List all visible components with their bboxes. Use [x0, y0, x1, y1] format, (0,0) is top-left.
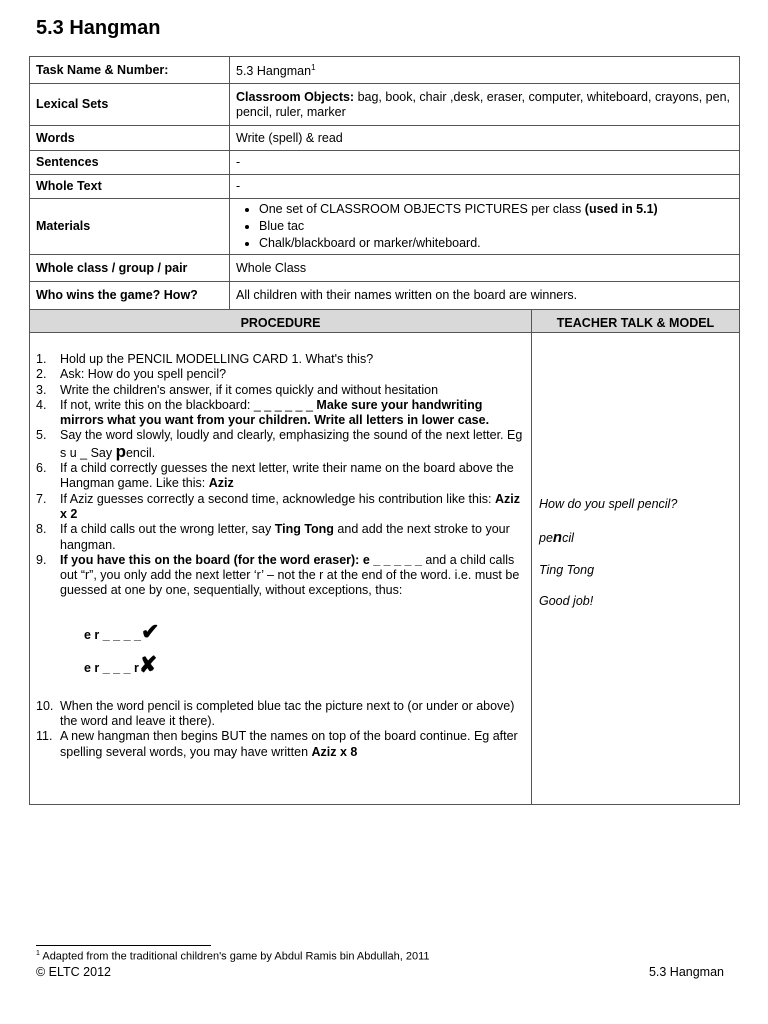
lexical-category: Classroom Objects:: [236, 89, 355, 104]
correct-example: e r _ _ _ _✔: [84, 618, 160, 644]
procedure-steps: [36, 352, 526, 760]
row-materials: [30, 199, 740, 255]
materials-item: • Chalk/blackboard or marker/whiteboard.: [259, 235, 733, 252]
materials-value: [230, 199, 740, 255]
lexical-label: Lexical Sets: [30, 84, 230, 126]
words-label: Words: [30, 126, 230, 151]
materials-label: Materials: [30, 199, 230, 255]
talk-question: How do you spell pencil?: [539, 497, 678, 511]
step-4: 4. If not, write this on the blackboard: _ _ _ _ _ _ Make sure your handwriting mirrors what you want from your children. Write all letters in lower case.: [36, 397, 490, 428]
cross-mark-icon: ✘: [138, 651, 158, 677]
wrong-example: e r _ _ _ r✘: [84, 651, 158, 677]
step-9: 9. If you have this on the board (for the word eraser): e _ _ _ _ _ and a child calls out “r”, you only add the next letter ‘r’ – not the r at the end of the word. i.e. must be guessed at one by one, sequentially, without exceptions, thus:: [36, 552, 520, 598]
materials-item: • Blue tac: [259, 218, 733, 235]
step-5: 5. Say the word slowly, loudly and clearly, emphasizing the sound of the next letter. Eg s u _ Say pencil.: [36, 428, 523, 461]
row-lexical: [30, 84, 740, 126]
teacher-talk-heading: TEACHER TALK & MODEL: [556, 316, 715, 330]
step-11: 11. A new hangman then begins BUT the names on top of the board continue. Eg after spelling several words, you may have written Aziz x 8: [36, 729, 518, 759]
step-6: 6. If a child correctly guesses the next letter, write their name on the board above the Hangman game. Like this: Aziz: [36, 461, 514, 491]
step-1: 1. Hold up the PENCIL MODELLING CARD 1. What's this?: [36, 352, 374, 366]
emphasized-letter: p: [115, 441, 126, 461]
talk-ting-tong: Ting Tong: [539, 563, 595, 577]
row-winner: [30, 282, 740, 310]
materials-item: • One set of CLASSROOM OBJECTS PICTURES per class (used in 5.1): [259, 201, 733, 218]
materials-list: [236, 201, 733, 252]
footer-page-label: 5.3 Hangman: [648, 965, 724, 979]
task-info-table: [29, 56, 740, 310]
step-3: 3. Write the children's answer, if it comes quickly and without hesitation: [36, 382, 439, 397]
procedure-heading: PROCEDURE: [240, 316, 321, 330]
winner-label: Who wins the game? How?: [30, 282, 230, 310]
check-mark-icon: ✔: [141, 618, 160, 644]
words-value: Write (spell) & read: [230, 126, 740, 151]
step-7: 7. If Aziz guesses correctly a second time, acknowledge his contribution like this: Aziz x 2: [36, 491, 520, 521]
row-grouping: [30, 255, 740, 282]
footnote: $^1$ Adapted from the traditional children's game by Abdul Ramis bin Abdullah, 2011: [36, 950, 430, 963]
lexical-value: [230, 84, 740, 126]
winner-value: All children with their names written on the board are winners.: [230, 282, 740, 310]
talk-spelling: pencil: [539, 529, 574, 546]
footer-copyright: © ELTC 2012: [36, 965, 111, 979]
footnote-divider: [36, 945, 211, 946]
procedure-table: [29, 309, 740, 805]
step-8: 8. If a child calls out the wrong letter, say Ting Tong and add the next stroke to your hangman.: [36, 522, 510, 552]
grouping-value: Whole Class: [230, 255, 740, 282]
emphasized-letter: n: [552, 529, 563, 546]
column-divider: [531, 310, 532, 804]
row-words: [30, 126, 740, 151]
row-sentences: [30, 151, 740, 175]
task-value: 5.3 Hangman$^1$: [230, 57, 740, 84]
sentences-value: -: [230, 151, 740, 175]
grouping-label: Whole class / group / pair: [30, 255, 230, 282]
row-whole-text: [30, 175, 740, 199]
sentences-label: Sentences: [30, 151, 230, 175]
row-task: [30, 57, 740, 84]
whole-text-label: Whole Text: [30, 175, 230, 199]
step-2: 2. Ask: How do you spell pencil?: [36, 367, 227, 382]
footnote-ref: 1: [311, 63, 316, 73]
lexical-items: bag, book, chair ,desk, eraser, computer, whiteboard, crayons, pen, pencil, ruler, marker: [236, 89, 730, 119]
step-10: 10. When the word pencil is completed blue tac the picture next to (or under or above) the word and leave it there).: [36, 698, 515, 729]
page-title: 5.3 Hangman: [36, 17, 161, 39]
whole-text-value: -: [230, 175, 740, 199]
talk-good-job: Good job!: [539, 594, 594, 608]
procedure-header: [30, 310, 739, 333]
task-label: Task Name & Number:: [30, 57, 230, 84]
